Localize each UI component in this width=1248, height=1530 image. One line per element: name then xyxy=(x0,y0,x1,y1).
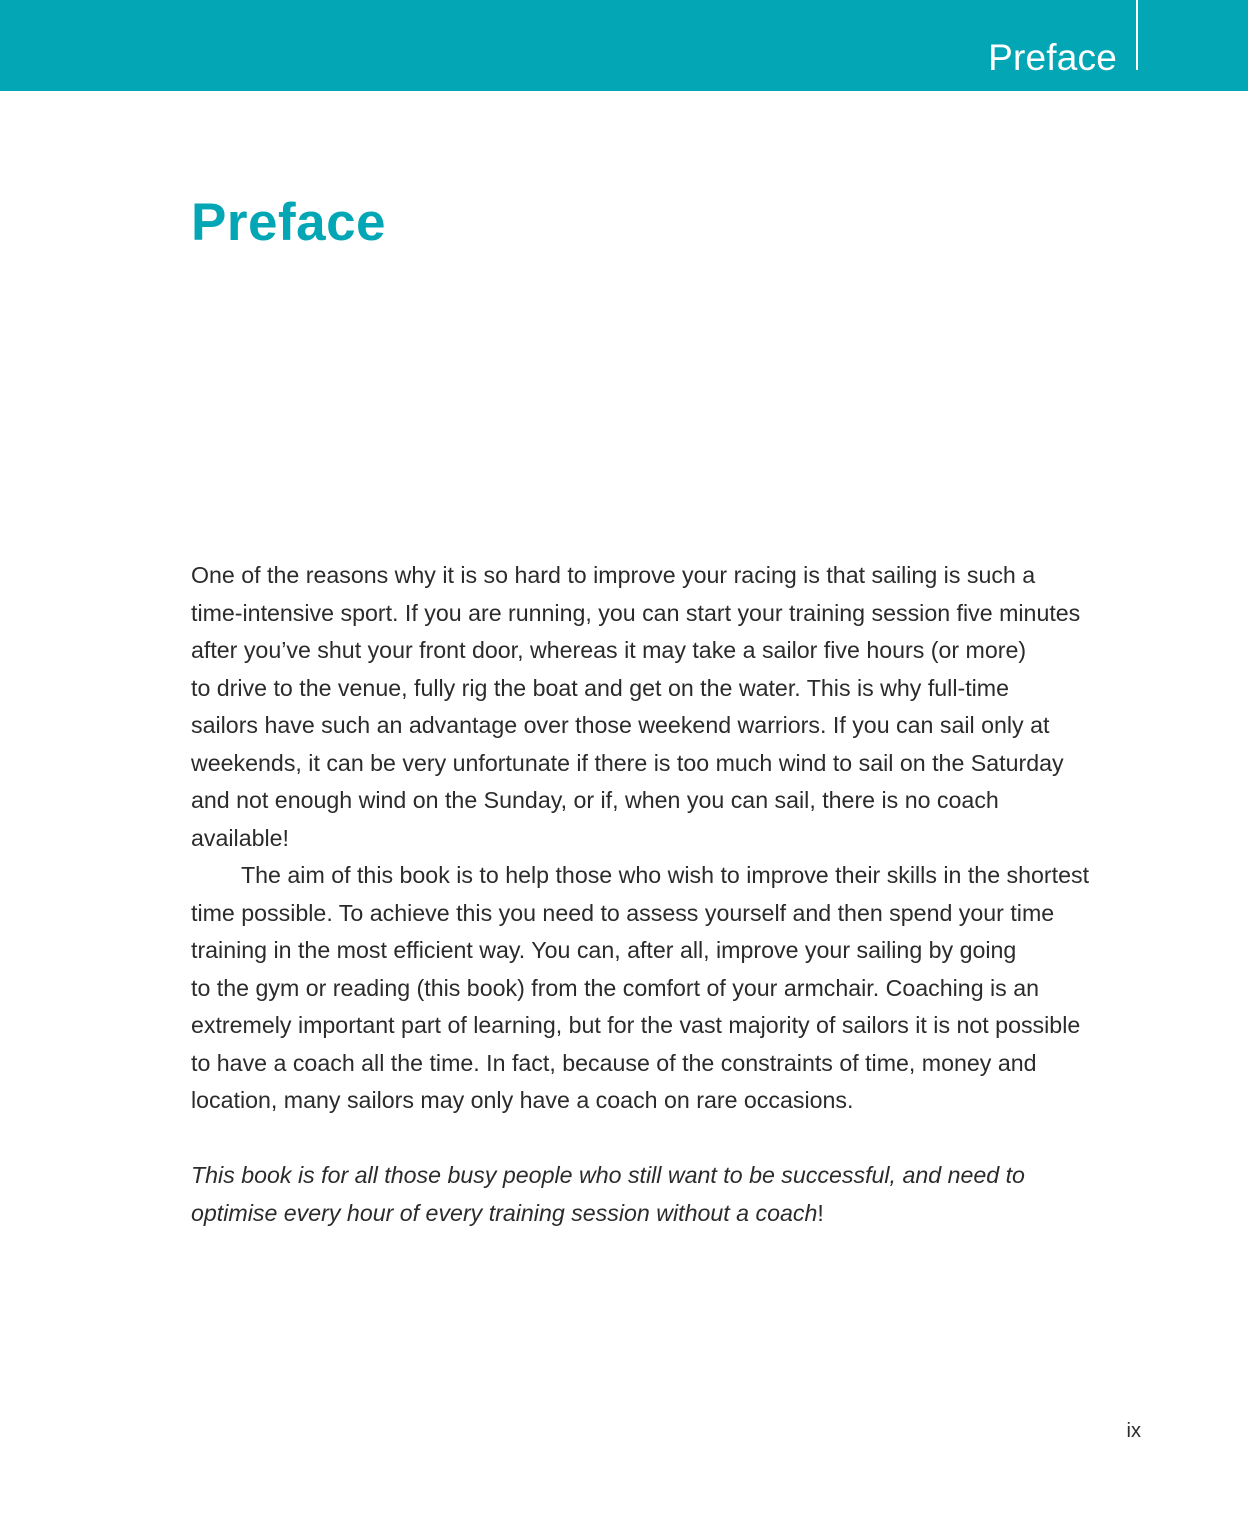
text-line: and not enough wind on the Sunday, or if, when you can sail, there is no coach xyxy=(191,787,999,813)
paragraph-2 xyxy=(191,857,1151,1120)
text-line: sailors have such an advantage over those weekend warriors. If you can sail only at xyxy=(191,712,1050,738)
text-line: weekends, it can be very unfortunate if there is too much wind to sail on the Saturday xyxy=(191,749,1064,776)
text-line xyxy=(191,1157,1151,1195)
body-text xyxy=(191,557,1151,1232)
text-line: time-intensive sport. If you are running, you can start your training session five minutes xyxy=(191,599,1081,626)
header-divider xyxy=(1136,0,1138,70)
italic-text: This book is for all those busy people who still want to be successful, and need to xyxy=(191,1162,1025,1188)
paragraph-1 xyxy=(191,557,1151,857)
italic-text: optimise every hour of every training session without a coach xyxy=(191,1199,818,1226)
text-line: training in the most efficient way. You can, after all, improve your sailing by going xyxy=(191,937,1017,963)
header-band xyxy=(0,0,1248,91)
emphasis-paragraph xyxy=(191,1157,1151,1232)
text-line: location, many sailors may only have a coach on rare occasions. xyxy=(191,1087,854,1113)
running-head: Preface xyxy=(988,37,1117,78)
text-line xyxy=(191,1195,1151,1233)
text-line: extremely important part of learning, but for the vast majority of sailors it is not possible xyxy=(191,1012,1081,1038)
text-line: to have a coach all the time. In fact, because of the constraints of time, money and xyxy=(191,1049,1037,1076)
text-line: time possible. To achieve this you need to assess yourself and then spend your time xyxy=(191,899,1055,926)
exclamation-mark: ! xyxy=(817,1199,824,1226)
text-line: after you’ve shut your front door, whereas it may take a sailor five hours (or more) xyxy=(191,637,1027,663)
text-line: to drive to the venue, fully rig the boat and get on the water. This is why full-time xyxy=(191,674,1010,701)
text-line: The aim of this book is to help those who wish to improve their skills in the shortest xyxy=(241,862,1090,888)
text-line: to the gym or reading (this book) from the comfort of your armchair. Coaching is an xyxy=(191,974,1040,1001)
text-line: available! xyxy=(191,824,289,851)
text-line: One of the reasons why it is so hard to improve your racing is that sailing is such a xyxy=(191,562,1036,588)
chapter-title: Preface xyxy=(191,193,387,252)
page-number: ix xyxy=(1126,1420,1141,1442)
